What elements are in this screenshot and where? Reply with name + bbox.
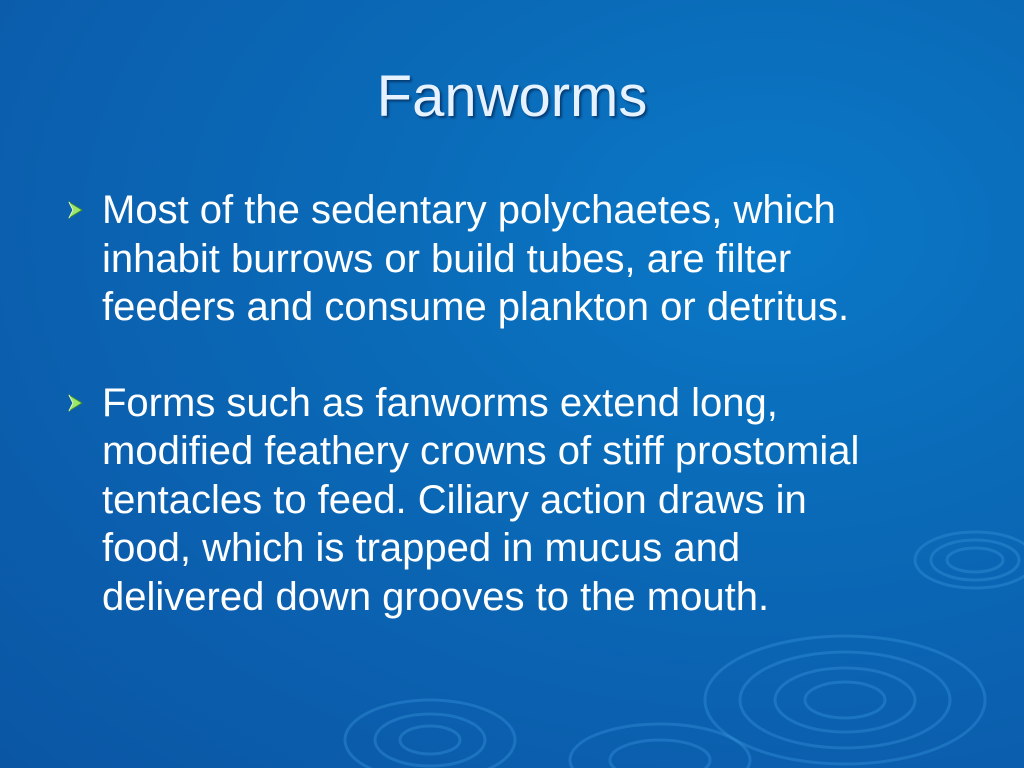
arrow-bullet-icon: [65, 392, 87, 414]
bullet-item: [60, 186, 980, 332]
slide-title: Fanworms: [376, 64, 648, 129]
bullet-text: Most of the sedentary polychaetes, which inhabit burrows or build tubes, are filter feeders and consume plankton or detritus.: [102, 188, 850, 329]
bullet-text: Forms such as fanworms extend long, modified feathery crowns of stiff prostomial tentacles to feed. Ciliary action draws in food, which is trapped in mucus and delivered down grooves to the mouth.: [102, 380, 860, 619]
arrow-bullet-icon: [65, 199, 87, 221]
bullet-list: [60, 186, 980, 668]
bullet-item: [60, 379, 980, 622]
